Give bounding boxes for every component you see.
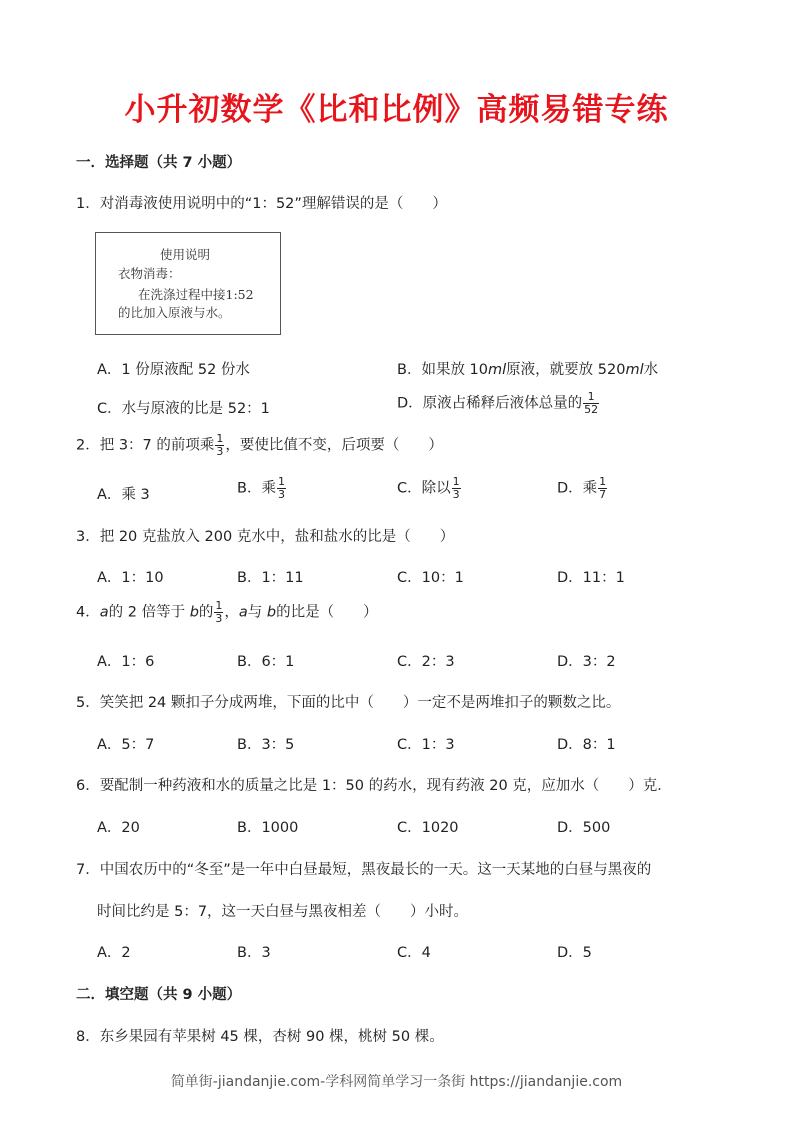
option-c: C．4 bbox=[397, 945, 431, 961]
fraction: $\frac{1}{52}$ bbox=[584, 390, 599, 416]
instruction-line: 在洗涤过程中接1:52 bbox=[138, 287, 254, 302]
question-4: 4．a的 2 倍等于 b的 $\frac{1}{3}$ ，a与 b的比是（ ） bbox=[76, 599, 378, 625]
option-d: D．11：1 bbox=[557, 570, 625, 586]
question-3: 3．把 20 克盐放入 200 克水中，盐和盐水的比是（ ） bbox=[76, 529, 455, 545]
section-heading-choice: 一．选择题（共 7 小题） bbox=[76, 155, 242, 171]
option-c: C．2：3 bbox=[397, 654, 455, 670]
question-1: 1．对消毒液使用说明中的“1：52”理解错误的是（ ） bbox=[76, 196, 447, 212]
question-2: 2．把 3：7 的前项乘 $\frac{1}{3}$ ，要使比值不变，后项要（ ） bbox=[76, 432, 443, 458]
question-6: 6．要配制一种药液和水的质量之比是 1：50 的药水，现有药液 20 克，应加水（ ）克． bbox=[76, 778, 672, 794]
page-footer: 简单街-jiandanjie.com-学科网简单学习一条街 https://jiandanjie.com bbox=[170, 1074, 623, 1090]
option-d: D．5 bbox=[557, 945, 592, 961]
fraction: $\frac{1}{3}$ bbox=[452, 475, 460, 501]
fraction: $\frac{1}{3}$ bbox=[216, 432, 224, 458]
option-a: A．1 份原液配 52 份水 bbox=[97, 362, 250, 378]
option-a: A．乘 3 bbox=[97, 487, 150, 503]
option-b: B．1000 bbox=[237, 820, 299, 836]
option-b: B．1：11 bbox=[237, 570, 304, 586]
fraction: $\frac{1}{3}$ bbox=[215, 599, 223, 625]
question-5: 5．笑笑把 24 颗扣子分成两堆，下面的比中（ ）一定不是两堆扣子的颗数之比。 bbox=[76, 695, 621, 711]
option-d: D．8：1 bbox=[557, 737, 616, 753]
option-a: A．20 bbox=[97, 820, 140, 836]
option-c: C．1020 bbox=[397, 820, 459, 836]
option-a: A．5：7 bbox=[97, 737, 155, 753]
option-d: D．500 bbox=[557, 820, 611, 836]
option-b: B．3 bbox=[237, 945, 271, 961]
instruction-image bbox=[95, 232, 281, 335]
option-b: B．乘 $\frac{1}{3}$ bbox=[237, 475, 285, 501]
question-8: 8．东乡果园有苹果树 45 棵，杏树 90 棵，桃树 50 棵。 bbox=[76, 1029, 444, 1045]
instruction-heading: 使用说明 bbox=[160, 247, 211, 262]
option-c: C．10：1 bbox=[397, 570, 464, 586]
question-7-continued: 时间比约是 5：7，这一天白昼与黑夜相差（ ）小时。 bbox=[97, 904, 469, 920]
option-c: C．水与原液的比是 52：1 bbox=[97, 401, 270, 417]
fraction: $\frac{1}{3}$ bbox=[277, 475, 285, 501]
option-d: D．3：2 bbox=[557, 654, 616, 670]
fraction: $\frac{1}{7}$ bbox=[599, 475, 607, 501]
option-b: B．如果放 10ml原液，就要放 520ml水 bbox=[397, 362, 659, 378]
section-heading-fill: 二．填空题（共 9 小题） bbox=[76, 987, 242, 1003]
option-c: C．除以 $\frac{1}{3}$ bbox=[397, 475, 460, 501]
instruction-line: 的比加入原液与水。 bbox=[118, 305, 231, 320]
page-title: 小升初数学《比和比例》高频易错专练 bbox=[124, 92, 669, 128]
option-a: A．2 bbox=[97, 945, 131, 961]
option-b: B．6：1 bbox=[237, 654, 295, 670]
option-a: A．1：10 bbox=[97, 570, 164, 586]
option-c: C．1：3 bbox=[397, 737, 455, 753]
instruction-line: 衣物消毒： bbox=[118, 266, 181, 281]
option-b: B．3：5 bbox=[237, 737, 295, 753]
question-7: 7．中国农历中的“冬至”是一年中白昼最短，黑夜最长的一天。这一天某地的白昼与黑夜的 bbox=[76, 862, 652, 878]
option-d: D．原液占稀释后液体总量的 $\frac{1}{52}$ bbox=[397, 390, 599, 416]
option-d: D．乘 $\frac{1}{7}$ bbox=[557, 475, 607, 501]
option-a: A．1：6 bbox=[97, 654, 155, 670]
